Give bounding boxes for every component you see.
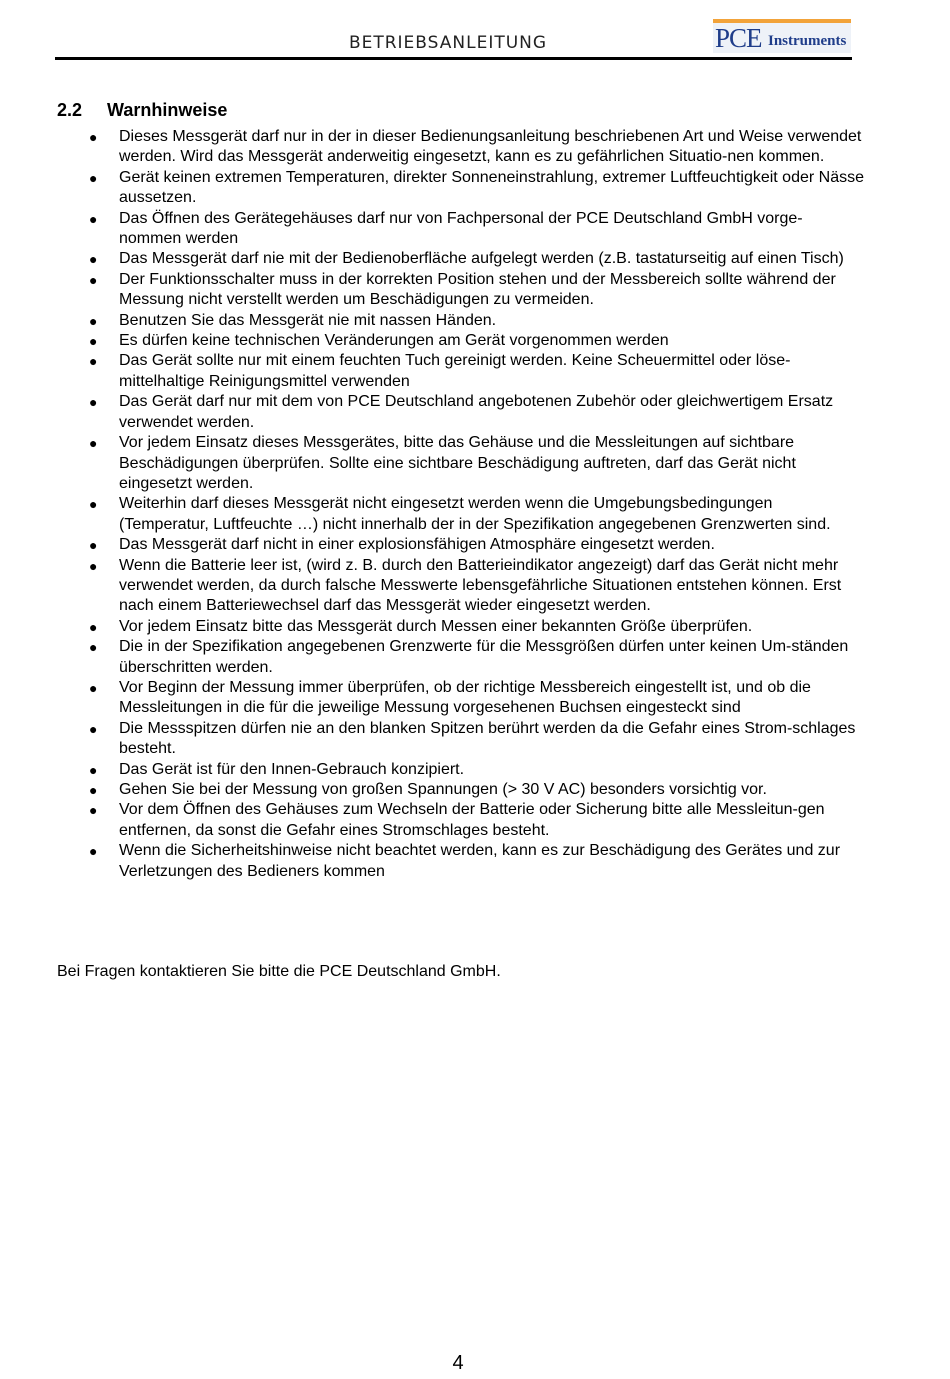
bullet-icon: ● [89,251,98,268]
list-item [0,331,864,351]
page-number: 4 [452,1352,464,1374]
warnings-list [0,127,900,882]
list-item [0,433,864,494]
warning-text: Vor jedem Einsatz bitte das Messgerät durch Messen einer bekannten Größe überprüfen. [119,617,753,635]
list-item [0,760,864,780]
warning-text: Die in der Spezifikation angegebenen Grenzwerte für die Messgrößen dürfen unter keinen Um-ständen überschritten werden. [119,638,849,676]
bullet-icon: ● [89,394,98,411]
list-item [0,127,864,168]
bullet-icon: ● [89,679,98,696]
list-item [0,556,864,617]
bullet-icon: ● [89,802,98,819]
header-rule [55,57,852,60]
bullet-icon: ● [89,843,98,860]
section-title: Warnhinweise [107,100,228,120]
list-item [0,780,864,800]
warning-text: Vor dem Öffnen des Gehäuses zum Wechseln der Batterie oder Sicherung bitte alle Messleitun-gen entfernen, da sonst die Gefahr eines Stromschlages besteht. [119,801,825,839]
warning-text: Das Gerät sollte nur mit einem feuchten Tuch gereinigt werden. Keine Scheuermittel oder löse-mittelhaltige Reinigungsmittel verwenden [119,352,791,390]
bullet-icon: ● [89,333,98,350]
warning-text: Das Öffnen des Gerätegehäuses darf nur von Fachpersonal der PCE Deutschland GmbH vorge-nommen werden [119,209,803,248]
bullet-icon: ● [89,129,98,145]
bullet-icon: ● [89,169,98,186]
list-item [0,209,864,250]
list-item [0,678,864,719]
section-number: 2.2 [57,100,83,120]
list-item [0,392,864,433]
warning-text: Dieses Messgerät darf nur in der in dieser Bedienungsanleitung beschriebenen Art und Weise verwendet werden. Wird das Messgerät anderweitig eingesetzt, kann es zu gefährlichen Situatio-nen kommen. [119,128,862,166]
bullet-icon: ● [89,761,98,778]
warning-text: Weiterhin darf dieses Messgerät nicht eingesetzt werden wenn die Umgebungsbedingungen (Temperatur, Luftfeuchte …) nicht innerhalb der in der Spezifikation angegebenen Grenzwerten sind. [119,495,831,533]
list-item [0,719,864,760]
warning-text: Gehen Sie bei der Messung von großen Spannungen (> 30 V AC) besonders vorsichtig vor. [119,781,767,798]
warning-text: Es dürfen keine technischen Veränderungen am Gerät vorgenommen werden [119,332,669,350]
list-item [0,535,864,555]
bullet-icon: ● [89,618,98,635]
bullet-icon: ● [89,210,98,227]
warning-text: Das Messgerät darf nie mit der Bedienoberfläche aufgelegt werden (z.B. tastaturseitig auf einen Tisch) [119,250,844,268]
list-item [0,351,864,392]
bullet-icon: ● [89,271,98,288]
warning-text: Wenn die Sicherheitshinweise nicht beachtet werden, kann es zur Beschädigung des Gerätes und zur Verletzungen des Bedieners kommen [119,842,841,880]
bullet-icon: ● [89,720,98,737]
bullet-icon: ● [89,496,98,513]
warning-text: Vor jedem Einsatz dieses Messgerätes, bitte das Gehäuse und die Messleitungen auf sichtbare Beschädigungen überprüfen. Sollte eine sichtbare Beschädigung auftreten, darf das Gerät nicht eingesetzt werden. [119,434,796,492]
header-title: BETRIEBSANLEITUNG [348,33,548,53]
bullet-icon: ● [89,312,98,329]
list-item [0,637,864,678]
bullet-icon: ● [89,537,98,554]
warning-text: Die Messspitzen dürfen nie an den blanken Spitzen berührt werden da die Gefahr eines Strom-schlages besteht. [119,719,856,758]
pce-instruments-logo [713,19,851,53]
warning-text: Benutzen Sie das Messgerät nie mit nassen Händen. [119,311,497,329]
warning-text: Das Gerät ist für den Innen-Gebrauch konzipiert. [119,760,465,778]
bullet-icon: ● [89,639,98,656]
closing-paragraph: Bei Fragen kontaktieren Sie bitte die PCE Deutschland GmbH. [57,963,501,980]
list-item [0,800,864,841]
logo-sub: Instruments [768,33,847,49]
list-item [0,494,864,535]
warning-text: Das Gerät darf nur mit dem von PCE Deutschland angebotenen Zubehör oder gleichwertigem Ersatz verwendet werden. [119,393,834,431]
list-item [0,617,864,637]
list-item [0,168,864,209]
warning-text: Das Messgerät darf nicht in einer explosionsfähigen Atmosphäre eingesetzt werden. [119,536,715,554]
bullet-icon: ● [89,353,98,370]
section-heading [57,99,227,121]
bullet-icon: ● [89,782,98,798]
warning-text: Gerät keinen extremen Temperaturen, direkter Sonneneinstrahlung, extremer Luftfeuchtigkeit oder Nässe aussetzen. [119,168,864,207]
logo-brand: PCE [715,23,762,53]
warning-text: Vor Beginn der Messung immer überprüfen, ob der richtige Messbereich eingestellt ist, und ob die Messleitungen in die für die jeweilige Messung vorgesehenen Buchsen eingesteckt sind [119,678,811,717]
warning-text: Wenn die Batterie leer ist, (wird z. B. durch den Batterieindikator angezeigt) darf das Gerät nicht mehr verwendet werden, da durch falsche Messwerte lebensgefährliche Situationen entstehen können. Erst nach einem Batteriewechsel darf das Messgerät wieder eingesetzt werden. [119,556,842,615]
bullet-icon: ● [89,557,98,574]
bullet-icon: ● [89,435,98,452]
list-item [0,311,864,331]
warning-text: Der Funktionsschalter muss in der korrekten Position stehen und der Messbereich sollte während der Messung nicht verstellt werden um Beschädigungen zu vermeiden. [119,270,836,309]
list-item [0,270,864,311]
list-item [0,841,864,882]
list-item [0,249,864,269]
